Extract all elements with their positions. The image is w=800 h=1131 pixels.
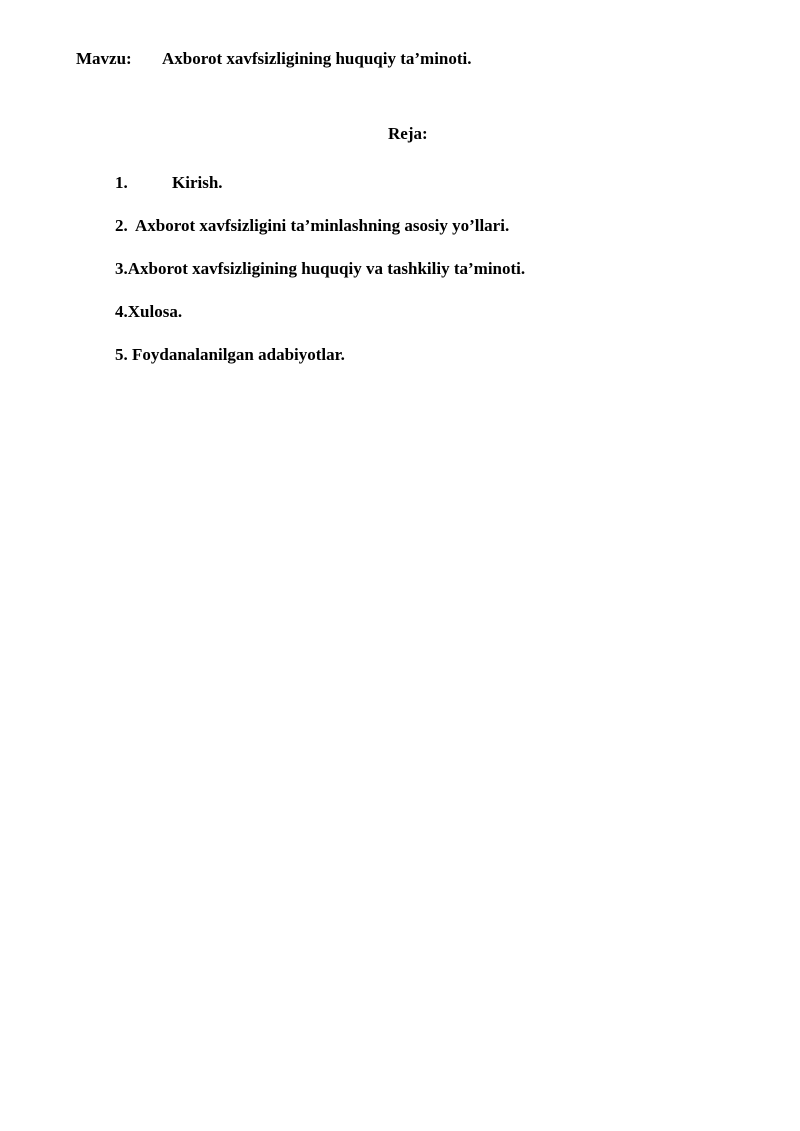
plan-item: [115, 302, 525, 322]
plan-list: [115, 173, 525, 388]
plan-heading: Reja:: [388, 124, 428, 143]
plan-item-number: 1.: [115, 173, 128, 192]
topic-title: Axborot xavfsizligining huquqiy ta’minoti.: [162, 49, 472, 68]
plan-item: [115, 216, 525, 236]
plan-item: [115, 345, 525, 365]
plan-item-text: Axborot xavfsizligini ta’minlashning asosiy yo’llari.: [135, 216, 510, 235]
plan-item-text: 3.Axborot xavfsizligining huquqiy va tashkiliy ta’minoti.: [115, 259, 526, 278]
plan-item: [115, 173, 525, 193]
plan-item-text: Kirish.: [172, 173, 223, 192]
plan-item-text: 4.Xulosa.: [115, 302, 183, 321]
plan-item-text: 5. Foydanalanilgan adabiyotlar.: [115, 345, 345, 364]
plan-item-number: 2.: [115, 216, 128, 235]
plan-item: [115, 259, 525, 279]
topic-label: Mavzu:: [76, 49, 132, 68]
